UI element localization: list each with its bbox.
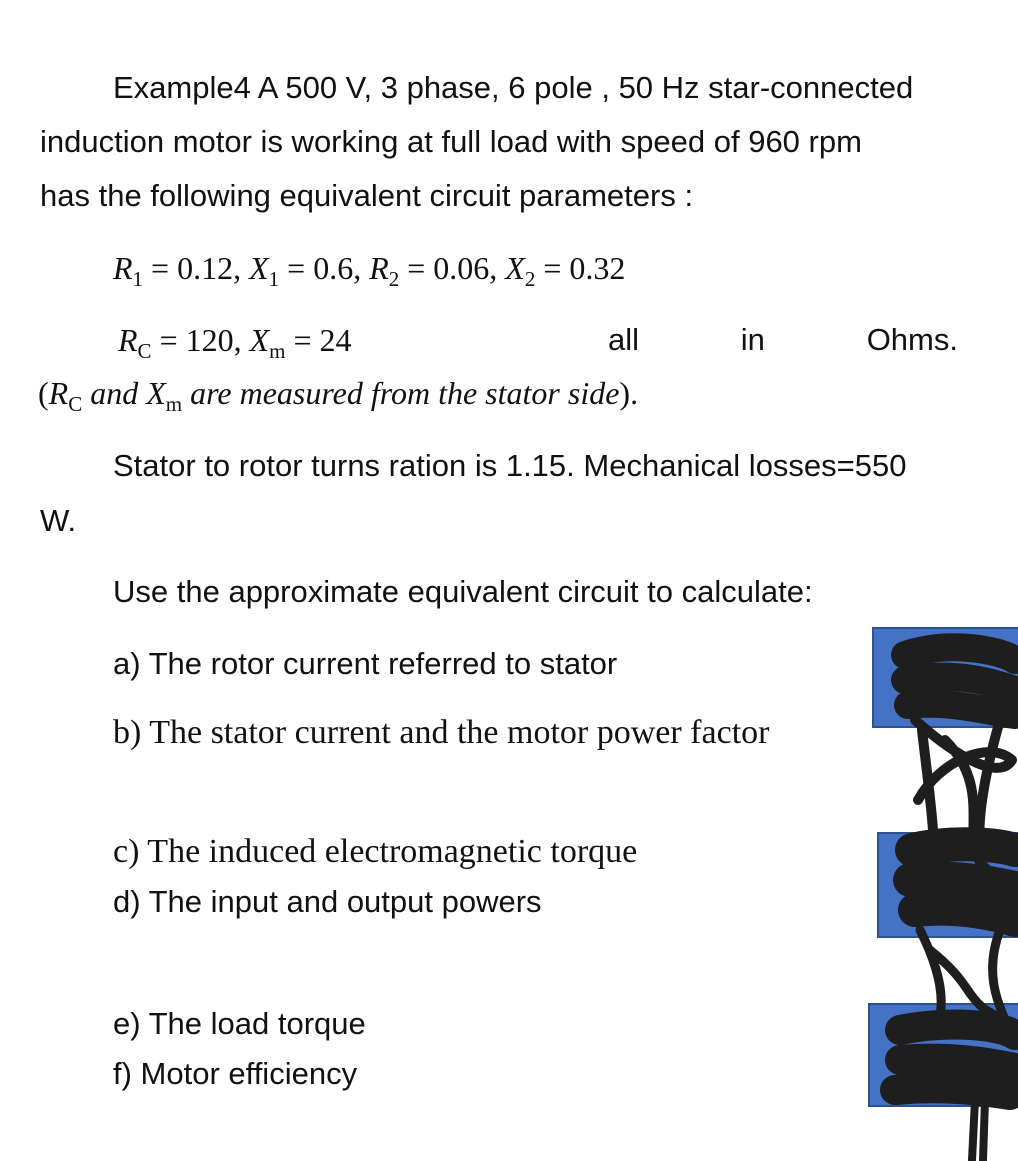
problem-line-2: induction motor is working at full load with speed of 960 rpm — [40, 124, 862, 159]
task-b: b) The stator current and the motor power factor — [113, 714, 770, 751]
turns-ratio-line-1: Stator to rotor turns ration is 1.15. Mechanical losses=550 — [113, 448, 907, 483]
task-f: f) Motor efficiency — [113, 1056, 358, 1091]
measurement-note: ($R_C$ and $X_m$ are measured from the stator side). — [38, 375, 639, 416]
word-all: all — [608, 322, 640, 357]
word-ohms: Ohms. — [866, 322, 958, 357]
params-line-2: $R_C = 120$, $X_m = 24$ — [118, 322, 352, 363]
instruction: Use the approximate equivalent circuit to calculate: — [113, 574, 813, 609]
task-d: d) The input and output powers — [113, 884, 542, 919]
redaction-scribble — [860, 620, 1018, 1161]
task-c: c) The induced electromagnetic torque — [113, 833, 638, 870]
task-a: a) The rotor current referred to stator — [113, 646, 618, 681]
problem-line-3: has the following equivalent circuit parameters : — [40, 178, 694, 213]
word-in: in — [740, 322, 765, 357]
params-line-1: $R_1 = 0.12$, $X_1 = 0.6$, $R_2 = 0.06$, $X_2 = 0.32$ — [113, 250, 626, 291]
units-text — [608, 322, 958, 358]
task-e: e) The load torque — [113, 1006, 366, 1041]
problem-line-1: Example4 A 500 V, 3 phase, 6 pole , 50 Hz star-connected — [113, 70, 914, 105]
turns-ratio-line-2: W. — [40, 503, 77, 538]
